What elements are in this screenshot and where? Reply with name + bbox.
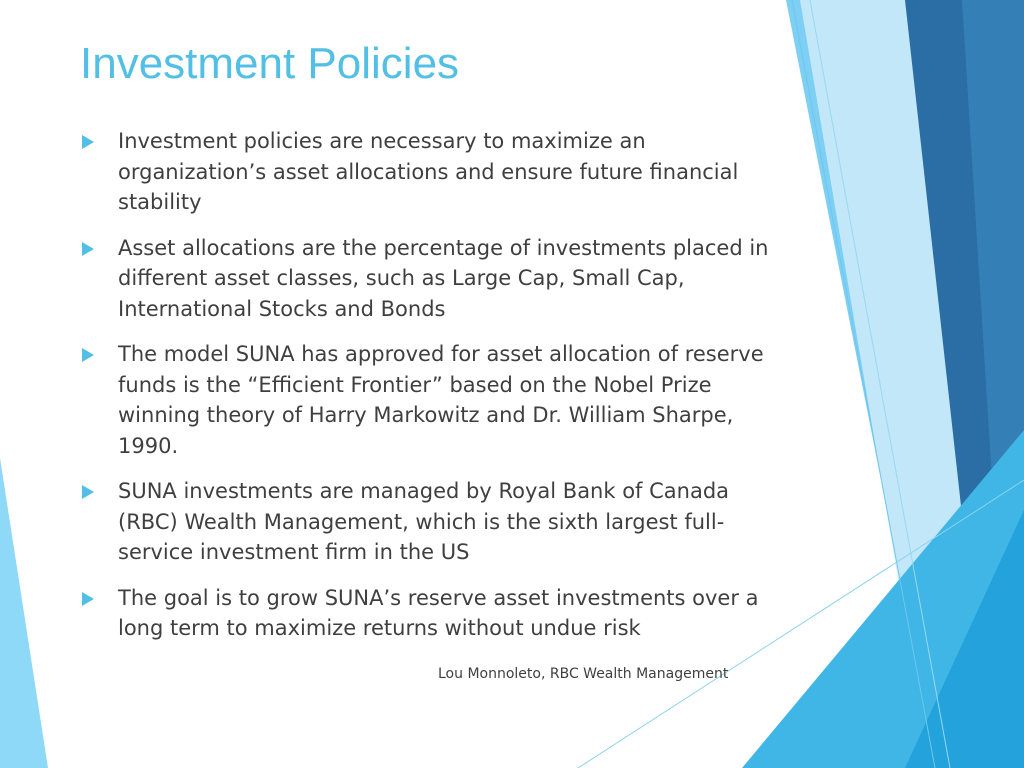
triangle-right-icon <box>82 592 94 606</box>
bullet-text: SUNA investments are managed by Royal Bank of Canada (RBC) Wealth Management, which is the sixth largest full-service investment firm in the US <box>118 479 730 564</box>
triangle-right-icon <box>82 348 94 362</box>
bullet-text: The goal is to grow SUNA’s reserve asset investments over a long term to maximize returns without undue risk <box>118 585 759 640</box>
bullet-text: Investment policies are necessary to maximize an organization’s asset allocations and ensure future financial stability <box>118 129 739 214</box>
bullet-text: Asset allocations are the percentage of investments placed in different asset classes, such as Large Cap, Small Cap, International Stocks and Bonds <box>118 235 769 321</box>
bullet-item <box>80 476 780 568</box>
bullet-list <box>80 126 780 659</box>
source-credit: Lou Monnoleto, RBC Wealth Management <box>438 666 729 682</box>
bullet-text: The model SUNA has approved for asset allocation of reserve funds is the “Efficient Frontier” based on the Nobel Prize winning theory of Harry Markowitz and Dr. William Sharpe, 1990. <box>118 342 764 458</box>
bullet-item <box>80 339 780 461</box>
triangle-right-icon <box>82 135 94 149</box>
triangle-right-icon <box>82 242 94 256</box>
bullet-item <box>80 583 780 644</box>
triangle-right-icon <box>82 485 94 499</box>
bullet-item <box>80 233 780 325</box>
bullet-item <box>80 126 780 218</box>
slide-title: Investment Policies <box>80 39 460 88</box>
left-accent-shape <box>0 458 48 768</box>
